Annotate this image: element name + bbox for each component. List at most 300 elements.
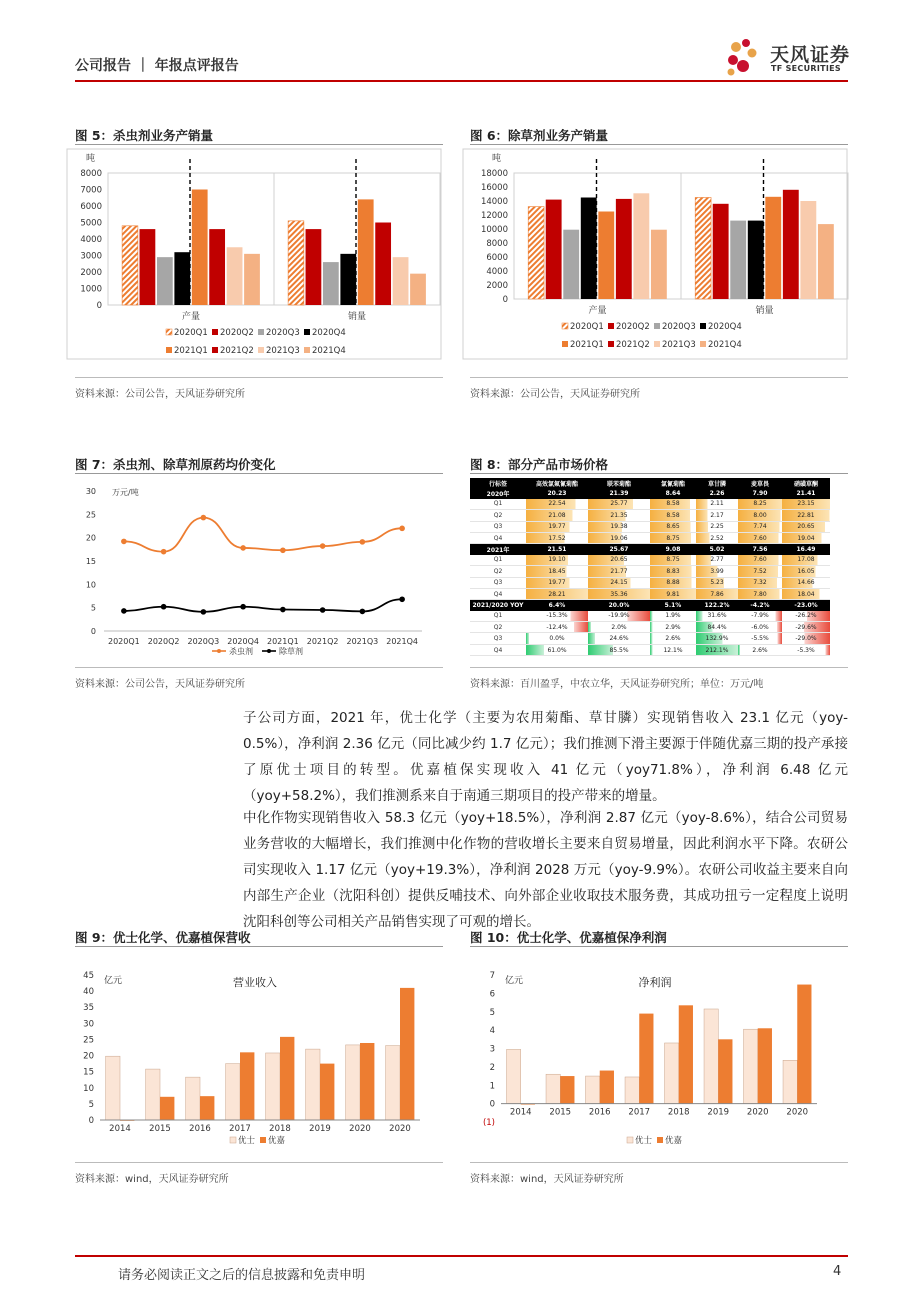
fig8-section-value: 20.0% (588, 600, 650, 611)
fig7-point-除草剂-2 (201, 609, 207, 615)
fig7-point-杀虫剂-7 (399, 526, 405, 532)
fig9-legend-swatch-优嘉 (260, 1137, 266, 1143)
fig10-ytick-label: 4 (489, 1026, 495, 1037)
fig7-point-除草剂-3 (240, 604, 246, 610)
fig5-legend-swatch-2021Q3 (258, 347, 264, 353)
fig7-legend-label-除草剂: 除草剂 (279, 647, 303, 656)
fig10-xtick-label: 2020 (746, 1107, 769, 1118)
fig6-legend-label-2021Q1: 2021Q1 (570, 340, 604, 350)
fig5-ytick-label: 8000 (80, 169, 102, 179)
fig8-table-row (470, 499, 830, 510)
fig8-cell: 8.25 (738, 499, 782, 510)
fig8-cell: 132.9% (696, 633, 738, 644)
fig8-title: 图 8：部分产品市场价格 (470, 457, 609, 472)
fig8-section-value: 21.51 (526, 544, 588, 555)
fig8-section-row (470, 600, 830, 611)
fig8-cell: 17.08 (782, 555, 830, 566)
fig8-cell: 8.58 (650, 510, 696, 521)
fig8-cell: 19.38 (588, 521, 650, 532)
fig8-cell: 18.04 (782, 588, 830, 599)
fig7-point-除草剂-0 (121, 608, 127, 614)
fig10-bar-优士-0 (507, 1049, 521, 1103)
fig6-bar-2021Q2-1 (783, 190, 799, 299)
fig9-ytick-label: 45 (83, 971, 94, 981)
fig8-cell: 8.65 (650, 521, 696, 532)
fig9-ytick-label: 10 (83, 1083, 94, 1094)
fig8-section-value: -23.0% (782, 600, 830, 611)
footer-rule (75, 1255, 848, 1257)
fig5-legend-label-2021Q4: 2021Q4 (312, 346, 346, 356)
fig10-bar-优士-4 (665, 1043, 679, 1104)
fig9-bottom-rule (75, 1162, 443, 1163)
fig5-bar-2020Q1-0 (122, 226, 138, 305)
fig8-cell: 22.81 (782, 510, 830, 521)
fig9-legend-swatch-优士 (230, 1137, 236, 1143)
fig9-ytick-label: 30 (83, 1019, 94, 1030)
fig7-point-杀虫剂-2 (201, 515, 207, 521)
fig8-cell: 16.05 (782, 566, 830, 577)
fig9-legend-label-优士: 优士 (238, 1136, 256, 1146)
fig6-ytick-label: 0 (502, 295, 508, 305)
fig9-xtick-label: 2018 (269, 1124, 291, 1134)
fig8-section-value: 5.02 (696, 544, 738, 555)
fig5-legend-swatch-2020Q3 (258, 329, 264, 335)
fig10-xtick-label: 2014 (509, 1107, 532, 1118)
fig7-point-杀虫剂-3 (240, 545, 246, 551)
fig5-bar-2020Q3-1 (323, 262, 339, 305)
fig9-top-rule (75, 946, 443, 947)
fig8-row-label: Q3 (470, 577, 526, 588)
fig8-cell: 12.1% (650, 644, 696, 655)
fig6-bar-2021Q3-1 (800, 201, 816, 299)
fig5-legend-swatch-2021Q2 (212, 347, 218, 353)
fig5-source: 资料来源：公司公告，天风证券研究所 (75, 389, 245, 400)
fig8-table-row (470, 622, 830, 633)
fig8-row-label: Q1 (470, 611, 526, 622)
fig10-unit-label: 亿元 (505, 976, 524, 986)
fig8-cell: 5.23 (696, 577, 738, 588)
fig10-bottom-rule (470, 1162, 848, 1163)
fig8-cell: 19.77 (526, 521, 588, 532)
fig10-top-rule (470, 946, 848, 947)
fig5-bar-2021Q1-0 (192, 190, 208, 306)
fig9-bar-优士-7 (386, 1046, 400, 1120)
fig6-bar-2021Q4-1 (818, 224, 834, 299)
fig6-unit-label: 吨 (492, 154, 502, 164)
fig5-title: 图 5：杀虫剂业务产销量 (75, 128, 214, 143)
fig8-cell: 2.0% (588, 622, 650, 633)
fig8-cell: 19.04 (782, 532, 830, 543)
fig10-xtick-label: 2015 (549, 1107, 572, 1118)
fig7-point-杀虫剂-6 (360, 539, 366, 545)
fig7-ytick-label: 15 (85, 557, 96, 566)
fig7-legend-dot-除草剂 (267, 649, 271, 653)
fig10-ytick-label: 1 (489, 1081, 495, 1092)
fig8-cell: 85.5% (588, 644, 650, 655)
fig10-xtick-label: 2019 (707, 1107, 730, 1118)
fig6-bar-2020Q1-1 (695, 198, 711, 300)
fig8-section-value: 2.26 (696, 488, 738, 498)
fig5-legend-label-2020Q3: 2020Q3 (266, 328, 300, 338)
fig9-legend-label-优嘉: 优嘉 (268, 1136, 286, 1146)
fig6-top-rule (470, 144, 848, 145)
fig8-cell: 7.74 (738, 521, 782, 532)
fig5-legend-swatch-2021Q1 (166, 347, 172, 353)
fig6-ytick-label: 6000 (486, 253, 508, 263)
fig8-table-row (470, 577, 830, 588)
fig7-top-rule (75, 473, 443, 474)
fig8-section-value: 5.1% (650, 600, 696, 611)
fig10-ytick-label: 3 (489, 1044, 495, 1055)
fig8-price-table (470, 478, 840, 656)
fig10-legend-swatch-优嘉 (657, 1137, 663, 1143)
fig10-xtick-label: 2017 (628, 1107, 651, 1118)
fig8-cell: 9.81 (650, 588, 696, 599)
fig5-legend-swatch-2020Q2 (212, 329, 218, 335)
fig8-section-value: 9.08 (650, 544, 696, 555)
fig8-cell: 21.08 (526, 510, 588, 521)
fig8-cell: 35.36 (588, 588, 650, 599)
fig9-bar-优士-1 (146, 1069, 160, 1120)
fig9-bar-优嘉-1 (160, 1097, 174, 1120)
fig5-bar-2020Q1-1 (288, 221, 304, 305)
fig5-bottom-rule (75, 377, 443, 378)
fig10-bar-优士-5 (704, 1009, 718, 1104)
fig8-table-row (470, 644, 830, 655)
fig8-cell: 22.54 (526, 499, 588, 510)
fig7-point-杀虫剂-5 (320, 543, 326, 549)
fig5-legend-swatch-2021Q4 (304, 347, 310, 353)
fig8-cell: 2.11 (696, 499, 738, 510)
fig8-cell: 8.75 (650, 555, 696, 566)
fig5-legend-swatch-2020Q4 (304, 329, 310, 335)
fig8-table-row (470, 532, 830, 543)
fig8-cell: -19.9% (588, 611, 650, 622)
fig7-point-除草剂-1 (161, 604, 167, 610)
fig8-cell: 23.15 (782, 499, 830, 510)
fig8-section-value: 6.4% (526, 600, 588, 611)
fig8-cell: -7.9% (738, 611, 782, 622)
fig6-legend-label-2020Q3: 2020Q3 (662, 322, 696, 332)
fig6-legend-label-2020Q4: 2020Q4 (708, 322, 742, 332)
fig10-bar-优嘉-4 (679, 1005, 693, 1103)
fig6-legend-swatch-2020Q4 (700, 323, 706, 329)
fig5-legend-label-2021Q1: 2021Q1 (174, 346, 208, 356)
fig8-cell: 7.52 (738, 566, 782, 577)
fig8-cell: 18.45 (526, 566, 588, 577)
fig8-cell: 21.35 (588, 510, 650, 521)
fig5-ytick-label: 5000 (80, 218, 102, 229)
fig6-bar-2021Q3-0 (633, 193, 649, 299)
fig6-legend-label-2021Q3: 2021Q3 (662, 340, 696, 350)
fig7-ytick-label: 0 (90, 627, 96, 636)
fig10-bar-优士-3 (625, 1077, 639, 1104)
fig8-cell: 24.6% (588, 633, 650, 644)
fig8-cell: 8.75 (650, 532, 696, 543)
fig9-ytick-label: 35 (83, 1003, 94, 1014)
fig6-ytick-label: 4000 (486, 267, 508, 277)
fig10-title: 图 10：优士化学、优嘉植保净利润 (470, 930, 667, 945)
fig7-point-除草剂-7 (399, 596, 405, 602)
fig8-cell: 21.77 (588, 566, 650, 577)
fig6-bar-2021Q4-0 (651, 230, 667, 299)
fig9-xtick-label: 2015 (149, 1124, 171, 1134)
fig5-bar-2021Q2-0 (209, 229, 225, 305)
fig7-point-杀虫剂-0 (121, 539, 127, 545)
fig7-ytick-label: 20 (85, 533, 96, 543)
fig8-cell: 8.88 (650, 577, 696, 588)
fig5-bar-2020Q2-1 (306, 229, 322, 305)
fig9-bar-优嘉-6 (360, 1043, 374, 1120)
fig9-title: 图 9：优士化学、优嘉植保营收 (75, 930, 251, 945)
fig6-ytick-label: 14000 (480, 197, 508, 207)
fig8-cell: -26.2% (782, 611, 830, 622)
fig6-bottom-rule (470, 377, 848, 378)
fig7-ytick-label: 25 (85, 510, 96, 520)
fig6-bar-2021Q1-1 (765, 197, 781, 299)
fig7-xtick-label: 2021Q1 (267, 637, 299, 646)
fig9-xtick-label: 2017 (229, 1124, 251, 1134)
fig7-line-杀虫剂 (124, 518, 402, 552)
fig8-cell: 84.4% (696, 622, 738, 633)
fig8-table-row (470, 588, 830, 599)
fig5-category-label: 销量 (347, 312, 367, 322)
fig8-section-value: 25.67 (588, 544, 650, 555)
fig10-bar-优嘉-2 (600, 1071, 614, 1104)
fig9-xtick-label: 2019 (309, 1124, 331, 1134)
fig6-legend-label-2020Q1: 2020Q1 (570, 322, 604, 332)
fig10-bar-优士-7 (783, 1060, 797, 1103)
fig9-ytick-label: 5 (88, 1099, 94, 1110)
fig6-bar-2020Q1-0 (528, 207, 544, 299)
fig7-legend-label-杀虫剂: 杀虫剂 (229, 647, 253, 656)
paragraph-subsidiaries: 子公司方面，2021 年，优士化学（主要为农用菊酯、草甘膦）实现销售收入 23.1 亿元（yoy-0.5%），净利润 2.36 亿元（同比减少约 1.7 亿元）；我们推测下滑主要源于伴随优嘉三期的投产承接了原优士项目的转型。优嘉植保实现收入 41 亿元（yoy71.8%），净利润 6.48 亿元（yoy+58.2%），我们推测系来自于南通三期项目的投产带来的增量。 (243, 710, 848, 804)
fig6-source: 资料来源：公司公告，天风证券研究所 (470, 389, 640, 400)
fig8-cell: -6.0% (738, 622, 782, 633)
fig8-cell: -29.6% (782, 622, 830, 633)
fig7-ytick-label: 30 (85, 487, 96, 496)
fig8-table-row (470, 510, 830, 521)
fig6-ytick-label: 18000 (480, 169, 508, 179)
fig5-ytick-label: 2000 (80, 268, 102, 278)
logo-text-cn: 天风证券 (770, 44, 851, 66)
fig5-ytick-label: 6000 (80, 202, 102, 212)
fig9-ytick-label: 0 (88, 1116, 94, 1126)
fig6-legend-swatch-2021Q1 (562, 341, 568, 347)
fig5-ytick-label: 3000 (80, 251, 102, 262)
fig6-bar-2020Q4-1 (748, 221, 764, 299)
fig6-category-label: 销量 (755, 306, 774, 316)
fig8-row-label: Q2 (470, 566, 526, 577)
fig8-row-label: Q2 (470, 510, 526, 521)
fig8-section-value: 21.41 (782, 488, 830, 498)
fig8-section-value: -4.2% (738, 600, 782, 611)
fig8-cell: -15.3% (526, 611, 588, 622)
fig6-legend-swatch-2021Q3 (654, 341, 660, 347)
fig5-category-label: 产量 (181, 312, 201, 322)
fig8-cell: 8.00 (738, 510, 782, 521)
fig9-bar-优嘉-2 (200, 1096, 214, 1120)
fig10-ytick-label: 2 (489, 1062, 495, 1073)
fig9-bar-优嘉-7 (400, 988, 414, 1120)
fig8-section-value: 16.49 (782, 544, 830, 555)
fig6-bar-2020Q4-0 (581, 198, 597, 300)
fig8-section-label: 2020年 (470, 488, 526, 498)
fig7-point-杀虫剂-1 (161, 549, 167, 555)
fig9-bar-优士-6 (346, 1045, 360, 1120)
fig8-cell: 7.86 (696, 588, 738, 599)
fig8-row-label: Q4 (470, 532, 526, 543)
fig8-cell: 2.6% (738, 644, 782, 655)
fig8-top-rule (470, 473, 848, 474)
fig5-ytick-label: 1000 (80, 284, 102, 295)
fig5-bar-2021Q4-1 (410, 274, 426, 305)
fig8-row-label: Q2 (470, 622, 526, 633)
fig5-bar-2021Q2-1 (375, 223, 391, 306)
fig8-cell: 7.32 (738, 577, 782, 588)
fig7-xtick-label: 2020Q2 (147, 637, 180, 646)
fig9-chart (70, 960, 442, 1152)
fig5-legend-label-2021Q2: 2021Q2 (220, 346, 254, 356)
fig7-xtick-label: 2020Q4 (227, 637, 259, 646)
fig10-ytick-label: (1) (482, 1118, 495, 1128)
fig8-row-label: Q1 (470, 555, 526, 566)
fig7-xtick-label: 2021Q4 (386, 637, 418, 646)
fig7-point-除草剂-4 (280, 607, 286, 613)
fig10-bar-优嘉-7 (797, 985, 811, 1104)
fig7-legend-dot-杀虫剂 (217, 649, 221, 653)
fig6-title: 图 6：除草剂业务产销量 (470, 128, 609, 143)
fig8-cell: 8.58 (650, 499, 696, 510)
fig9-bar-优士-0 (106, 1056, 120, 1120)
fig8-row-label: Q3 (470, 633, 526, 644)
fig8-row-label: Q4 (470, 588, 526, 599)
fig10-chart-title: 净利润 (638, 976, 672, 989)
fig8-cell: 31.6% (696, 611, 738, 622)
fig9-xtick-label: 2020 (389, 1124, 411, 1134)
fig5-ytick-label: 0 (96, 301, 102, 311)
fig8-table-row (470, 633, 830, 644)
fig8-column-header: 硝磺草酮 (782, 478, 830, 488)
fig9-bar-优嘉-4 (280, 1037, 294, 1120)
fig9-bar-优嘉-5 (320, 1064, 334, 1120)
fig5-bar-2020Q3-0 (157, 257, 173, 305)
fig10-source: 资料来源：wind，天风证券研究所 (470, 1174, 624, 1185)
fig5-chart (66, 148, 446, 362)
fig6-chart (462, 148, 850, 362)
fig5-bar-2021Q3-0 (227, 247, 243, 305)
fig8-column-header: 联苯菊酯 (588, 478, 650, 488)
fig6-legend-swatch-2020Q3 (654, 323, 660, 329)
fig9-bar-优士-2 (186, 1077, 200, 1120)
fig5-top-rule (75, 144, 443, 145)
fig8-column-header: 氯氰菊酯 (650, 478, 696, 488)
fig6-bar-2020Q3-1 (730, 221, 746, 299)
fig8-column-header: 高效氯氟氰菊酯 (526, 478, 588, 488)
fig6-legend-label-2021Q4: 2021Q4 (708, 340, 742, 350)
fig6-bar-2021Q2-0 (616, 199, 632, 299)
fig9-xtick-label: 2014 (109, 1124, 131, 1134)
fig8-section-row (470, 488, 830, 498)
fig8-cell: 2.52 (696, 532, 738, 543)
fig8-section-value: 21.39 (588, 488, 650, 498)
paragraph-sinochem-crop: 中化作物实现销售收入 58.3 亿元（yoy+18.5%），净利润 2.87 亿元（yoy-8.6%），结合公司贸易业务营收的大幅增长，我们推测中化作物的营收增长主要来自贸易增量，因此利润水平下降。农研公司实现收入 1.17 亿元（yoy+19.3%），净利润 2028 万元（yoy-9.9%）。农研公司收益主要来自向内部生产企业（沈阳科创）提供反哺技术、向外部企业收取技术服务费，其成功扭亏一定程度上说明沈阳科创等公司相关产品销售实现了可观的增长。 (243, 810, 848, 930)
fig6-legend-swatch-2020Q2 (608, 323, 614, 329)
fig5-bar-2021Q3-1 (393, 257, 409, 305)
fig8-table-row (470, 555, 830, 566)
fig8-section-value: 20.23 (526, 488, 588, 498)
fig8-cell: 7.80 (738, 588, 782, 599)
footer-disclaimer: 请务必阅读正文之后的信息披露和免责申明 (118, 1268, 366, 1283)
fig8-section-row (470, 544, 830, 555)
fig9-bar-优士-3 (226, 1064, 240, 1120)
fig10-legend-swatch-优士 (627, 1137, 633, 1143)
fig8-cell: 2.17 (696, 510, 738, 521)
fig5-bar-2021Q4-0 (244, 254, 260, 305)
fig10-legend-label-优嘉: 优嘉 (665, 1136, 683, 1146)
fig8-cell: 24.15 (588, 577, 650, 588)
fig5-ytick-label: 7000 (80, 185, 102, 196)
fig7-source: 资料来源：公司公告，天风证券研究所 (75, 679, 245, 690)
fig6-legend-swatch-2020Q1 (562, 323, 568, 329)
fig8-cell: 2.25 (696, 521, 738, 532)
fig7-title: 图 7：杀虫剂、除草剂原药均价变化 (75, 457, 276, 472)
fig5-legend-label-2020Q4: 2020Q4 (312, 328, 346, 338)
fig6-bar-2021Q1-0 (598, 212, 614, 300)
fig6-legend-label-2020Q2: 2020Q2 (616, 322, 650, 332)
fig6-bar-2020Q3-0 (563, 230, 579, 299)
fig8-cell: 14.66 (782, 577, 830, 588)
fig6-bar-2020Q2-1 (713, 204, 729, 299)
fig6-ytick-label: 16000 (480, 183, 508, 193)
fig7-point-除草剂-6 (360, 609, 366, 615)
fig5-bar-2020Q2-0 (140, 229, 156, 305)
fig10-bar-优嘉-3 (639, 1014, 653, 1104)
fig8-cell: 8.83 (650, 566, 696, 577)
fig8-cell: 19.06 (588, 532, 650, 543)
fig5-legend-swatch-2020Q1 (166, 329, 172, 335)
fig5-legend-label-2020Q2: 2020Q2 (220, 328, 254, 338)
fig6-ytick-label: 10000 (480, 225, 508, 235)
fig8-source: 资料来源：百川盈孚，中农立华，天风证券研究所；单位：万元/吨 (470, 679, 764, 690)
fig5-ytick-label: 4000 (80, 235, 102, 245)
fig8-header-row (470, 478, 830, 488)
fig10-ytick-label: 7 (489, 971, 495, 981)
fig8-section-label: 2021/2020 YOY (470, 600, 526, 611)
fig8-cell: -12.4% (526, 622, 588, 633)
fig6-legend-label-2021Q2: 2021Q2 (616, 340, 650, 350)
fig8-cell: -5.5% (738, 633, 782, 644)
fig9-ytick-label: 15 (83, 1067, 94, 1078)
fig7-bottom-rule (75, 667, 443, 668)
fig7-ytick-label: 10 (85, 580, 96, 590)
fig8-cell: -5.3% (782, 644, 830, 655)
fig10-bar-优士-1 (546, 1074, 560, 1103)
report-type-header: 公司报告 ｜ 年报点评报告 (75, 58, 239, 74)
fig5-unit-label: 吨 (86, 154, 96, 164)
fig7-xtick-label: 2020Q3 (187, 637, 220, 646)
fig8-cell: 20.65 (782, 521, 830, 532)
fig5-bar-2021Q1-1 (358, 199, 374, 305)
fig7-point-杀虫剂-4 (280, 547, 286, 553)
fig10-xtick-label: 2020 (786, 1107, 809, 1118)
logo-text-en: TF SECURITIES (771, 64, 841, 73)
fig8-cell: 7.60 (738, 532, 782, 543)
fig9-bar-优嘉-3 (240, 1052, 254, 1120)
fig9-ytick-label: 40 (83, 987, 94, 998)
fig8-column-header: 行标签 (470, 478, 526, 488)
page-number: 4 (833, 1264, 842, 1279)
